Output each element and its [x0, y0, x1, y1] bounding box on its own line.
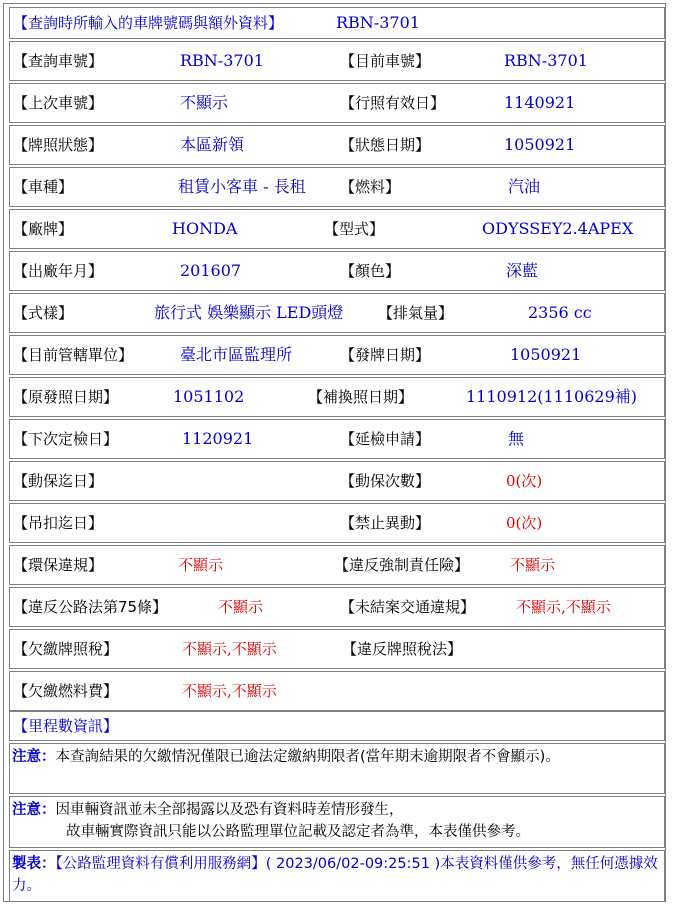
title-plate: RBN-3701 — [336, 13, 420, 32]
field-label: 【原發照日期】 — [13, 388, 119, 406]
field-value: 不顯示 — [218, 598, 264, 616]
data-row — [9, 41, 665, 81]
field-label: 【廠牌】 — [13, 220, 74, 238]
mileage-bar — [9, 711, 665, 741]
note-2-line-2: 故車輛實際資訊只能以公路監理單位記載及認定者為準，本表僅供參考。 — [66, 824, 530, 840]
field-label: 【動保迄日】 — [13, 472, 104, 490]
field-label: 【下次定檢日】 — [13, 430, 119, 448]
note-2 — [9, 796, 665, 848]
field-label: 【排氣量】 — [378, 304, 454, 322]
field-label: 【出廠年月】 — [13, 262, 104, 280]
note-1-prefix: 注意： — [12, 749, 56, 765]
title-bracket: 【查詢時所輸入的車牌號碼與額外資料】 — [13, 14, 284, 32]
field-label: 【行照有效日】 — [340, 94, 446, 112]
footer-timestamp: ( 2023/06/02-09:25:51 ) — [265, 856, 441, 872]
field-value: 不顯示 — [178, 556, 224, 574]
field-label: 【欠繳牌照稅】 — [13, 640, 119, 658]
field-label: 【延檢申請】 — [340, 430, 431, 448]
field-value: 不顯示,不顯示 — [182, 640, 277, 658]
field-label: 【狀態日期】 — [340, 136, 431, 154]
data-row — [9, 377, 665, 417]
field-value: HONDA — [172, 219, 238, 238]
field-value: 無 — [508, 429, 525, 448]
field-value: RBN-3701 — [504, 51, 588, 70]
footer-prefix: 製表： — [12, 856, 56, 872]
field-label: 【型式】 — [324, 220, 385, 238]
field-label: 【違反牌照稅法】 — [342, 640, 463, 658]
field-value: 不顯示,不顯示 — [182, 682, 277, 700]
field-value: 不顯示 — [180, 93, 229, 112]
data-row — [9, 671, 665, 711]
field-value: 1140921 — [504, 93, 576, 112]
field-label: 【違反公路法第75條】 — [13, 598, 168, 616]
field-value: 1120921 — [182, 429, 254, 448]
data-row — [9, 587, 665, 627]
field-label: 【動保次數】 — [340, 472, 431, 490]
data-row — [9, 209, 665, 249]
footer — [9, 850, 665, 902]
note-1-text — [12, 746, 660, 768]
field-value: 1050921 — [510, 345, 582, 364]
data-row — [9, 545, 665, 585]
note-1-body: 本查詢結果的欠繳情況僅限已逾法定繳納期限者(當年期末逾期限者不會顯示)。 — [55, 749, 560, 765]
field-value: 1110912(1110629補) — [466, 387, 638, 406]
field-label: 【式樣】 — [13, 304, 74, 322]
note-2-text — [12, 799, 660, 843]
field-value: 0(次) — [506, 514, 543, 532]
field-value: 1051102 — [173, 387, 245, 406]
field-label: 【禁止異動】 — [340, 514, 431, 532]
field-value: 201607 — [180, 261, 242, 280]
title-bar — [9, 7, 665, 39]
data-row — [9, 251, 665, 291]
field-label: 【目前管轄單位】 — [13, 346, 134, 364]
field-value: 臺北市區監理所 — [180, 345, 293, 364]
mileage-title: 【里程數資訊】 — [13, 717, 119, 735]
field-value: ODYSSEY2.4APEX — [482, 219, 634, 238]
data-row — [9, 629, 665, 669]
footer-text — [12, 853, 660, 897]
field-label: 【補換照日期】 — [308, 388, 414, 406]
note-1 — [9, 743, 665, 794]
data-row — [9, 293, 665, 333]
field-value: 租賃小客車 - 長租 — [178, 177, 306, 196]
footer-service: 【公路監理資料有償利用服務網】 — [55, 856, 266, 872]
field-value: 不顯示 — [510, 556, 556, 574]
field-label: 【上次車號】 — [13, 94, 104, 112]
field-label: 【牌照狀態】 — [13, 136, 104, 154]
field-value: 旅行式 娛樂顯示 LED頭燈 — [154, 303, 344, 322]
footer-disclaimer: 本表資料僅供參考，無任何憑據效力。 — [12, 856, 658, 894]
field-value: 深藍 — [506, 261, 539, 280]
field-value: 2356 cc — [528, 303, 592, 322]
data-row — [9, 503, 665, 543]
field-value: RBN-3701 — [180, 51, 264, 70]
data-row — [9, 167, 665, 207]
data-row — [9, 419, 665, 459]
field-label: 【環保違規】 — [13, 556, 104, 574]
field-value: 0(次) — [506, 472, 543, 490]
field-label: 【燃料】 — [340, 178, 401, 196]
note-2-prefix: 注意： — [12, 802, 56, 818]
data-row — [9, 461, 665, 501]
field-label: 【查詢車號】 — [13, 52, 104, 70]
data-row — [9, 125, 665, 165]
field-label: 【目前車號】 — [340, 52, 431, 70]
field-label: 【車種】 — [13, 178, 74, 196]
field-value: 汽油 — [508, 177, 541, 196]
field-label: 【未結案交通違規】 — [340, 598, 476, 616]
field-label: 【顏色】 — [340, 262, 401, 280]
field-value: 1050921 — [504, 135, 576, 154]
note-2-line-1: 因車輛資訊並未全部揭露以及恐有資料時差情形發生， — [55, 802, 404, 818]
field-label: 【吊扣迄日】 — [13, 514, 104, 532]
data-row — [9, 335, 665, 375]
data-row — [9, 83, 665, 123]
field-value: 不顯示,不顯示 — [516, 598, 611, 616]
field-label: 【發牌日期】 — [340, 346, 431, 364]
field-label: 【欠繳燃料費】 — [13, 682, 119, 700]
field-label: 【違反強制責任險】 — [334, 556, 470, 574]
field-value: 本區新領 — [180, 135, 245, 154]
